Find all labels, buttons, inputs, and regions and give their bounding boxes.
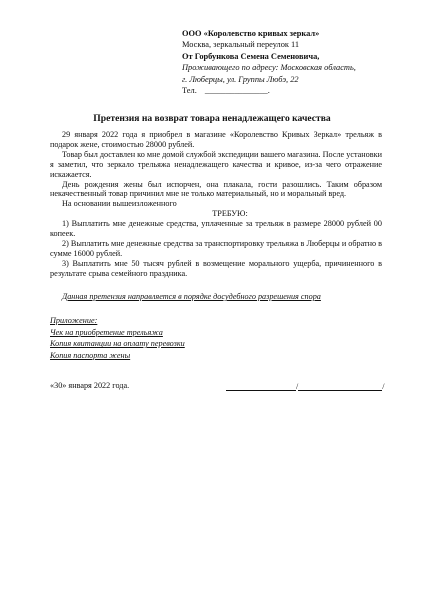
attachments-block [50,315,185,361]
sender-address-line-2: г. Люберцы, ул. Группы Любэ, 22 [182,74,299,84]
phone-blank: _______________. [204,86,270,96]
pretrial-notice [50,292,321,301]
paragraph-damage: День рождения жены был испорчен, она плакала, гости разошлись. Таким образом некачественный товар причинил мне не только материальный, но и моральный вред. [50,179,382,199]
signature-separator: / [296,382,299,391]
demand-item-2: 2) Выплатить мне денежные средства за транспортировку трельяжа в Люберцы и обратно в сумме 16000 рублей. [50,238,382,258]
attachment-item-receipt: Чек на приобретение трельяжа [50,327,163,337]
demand-item-3: 3) Выплатить мне 50 тысяч рублей в возмещение морального ущерба, причиненного в результате срыва семейного праздника. [50,258,382,278]
signature-end: / [382,382,385,391]
document-title: Претензия на возврат товара ненадлежащего качества [93,113,331,124]
company-address: Москва, зеркальный переулок 11 [182,40,300,50]
sender-address-line-1: Проживающего по адресу: Московская область, [182,63,356,73]
paragraph-purchase: 29 января 2022 года я приобрел в магазине «Королевство Кривых Зеркал» трельяж в подарок жене, стоимостью 28000 рублей. [50,130,382,149]
addressee-block [182,28,392,96]
sender-name: От Горбункова Семена Семеновича, [182,51,320,61]
claim-date: «30» января 2022 года. [50,381,130,390]
signature-name-blank [298,381,385,391]
attachments-heading: Приложение: [50,316,98,325]
signature-blank [226,381,299,391]
phone-label: Тел. [182,86,197,96]
claim-body [50,130,382,279]
company-name: ООО «Королевство кривых зеркал» [182,29,320,38]
attachment-item-passport: Копия паспорта жены [50,350,131,360]
signature-line [226,381,385,391]
demand-item-1: 1) Выплатить мне денежные средства, уплаченные за трельяж в размере 28000 рублей 00 копеек. [50,219,382,239]
phone-line [182,85,392,96]
pretrial-notice-text: Данная претензия направляется в порядке досудебного разрешения спора [62,292,321,301]
attachment-item-transport-receipt: Копия квитанции на оплату перевозки [50,339,185,349]
paragraph-defect: Товар был доставлен ко мне домой службой экспедиции вашего магазина. После установки я заметил, что зеркало трельяжа ненадлежащего качества и кривое, из-за чего отражение искажается. [50,149,382,179]
demand-heading: ТРЕБУЮ: [212,209,248,219]
paragraph-basis: На основании вышеизложенного [62,199,177,209]
